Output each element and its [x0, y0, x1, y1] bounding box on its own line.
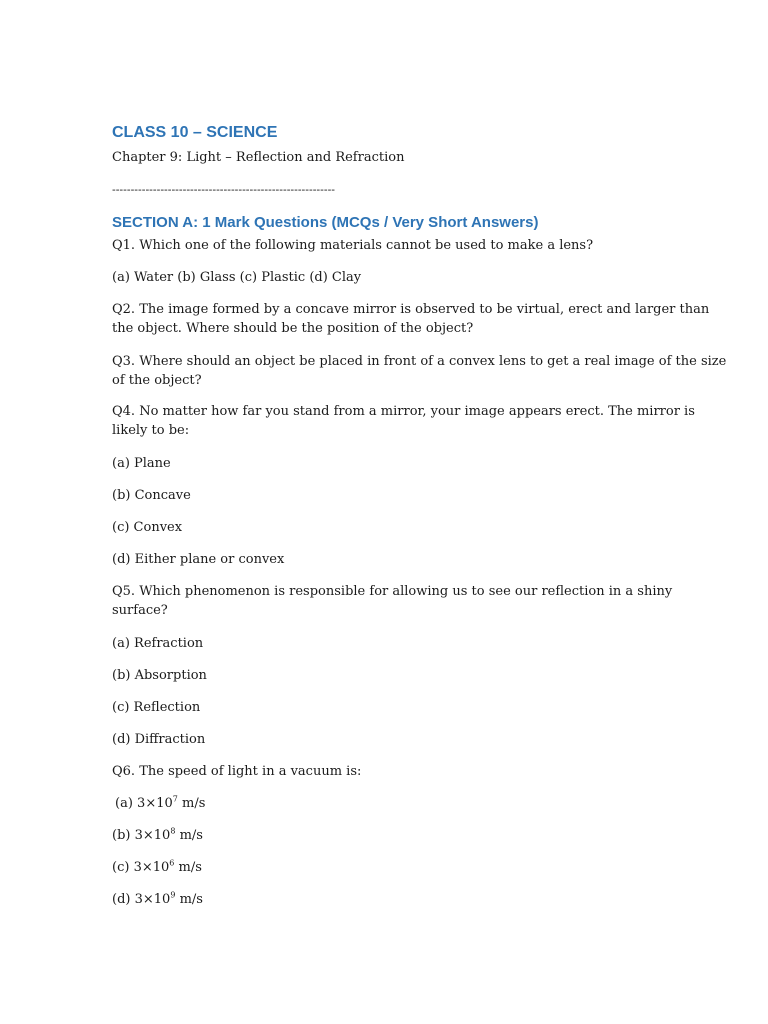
- question-6-option-c: [112, 858, 202, 877]
- question-5-option-b: (b) Absorption: [112, 668, 207, 683]
- question-1-options: (a) Water (b) Glass (c) Plastic (d) Clay: [112, 270, 362, 285]
- question-3-line-1: Q3. Where should an object be placed in front of a convex lens to get a real image of the size: [112, 354, 727, 369]
- option-base: 3×10: [133, 860, 170, 875]
- divider-line: ------------------------------------------------------------: [112, 183, 336, 196]
- question-4-option-a: (a) Plane: [112, 456, 171, 471]
- question-6-option-d: [112, 890, 203, 909]
- option-unit: m/s: [178, 860, 202, 875]
- option-label: (a): [115, 796, 133, 811]
- question-5-line-2: surface?: [112, 603, 168, 618]
- question-5-option-c: (c) Reflection: [112, 700, 201, 715]
- option-unit: m/s: [182, 796, 206, 811]
- question-6: Q6. The speed of light in a vacuum is:: [112, 764, 362, 779]
- question-1: Q1. Which one of the following materials cannot be used to make a lens?: [112, 238, 594, 253]
- chapter-subtitle: Chapter 9: Light – Reflection and Refraction: [112, 150, 405, 165]
- document-title: CLASS 10 – SCIENCE: [112, 124, 278, 141]
- option-base: 3×10: [137, 796, 173, 811]
- question-3-line-2: of the object?: [112, 373, 202, 388]
- option-unit: m/s: [179, 828, 203, 843]
- question-6-option-b: [112, 826, 203, 845]
- option-base: 3×10: [134, 892, 171, 907]
- question-4-line-1: Q4. No matter how far you stand from a mirror, your image appears erect. The mirror is: [112, 404, 695, 419]
- question-5-option-a: (a) Refraction: [112, 636, 204, 651]
- section-a-heading: SECTION A: 1 Mark Questions (MCQs / Very Short Answers): [112, 214, 539, 231]
- option-exponent: 7: [172, 794, 178, 804]
- option-exponent: 8: [170, 826, 176, 836]
- question-6-option-a: [115, 794, 205, 813]
- question-5-option-d: (d) Diffraction: [112, 732, 206, 747]
- option-label: (b): [112, 828, 131, 843]
- question-5-line-1: Q5. Which phenomenon is responsible for allowing us to see our reflection in a shiny: [112, 584, 673, 599]
- option-exponent: 9: [170, 890, 176, 900]
- question-2-line-2: the object. Where should be the position of the object?: [112, 321, 474, 336]
- question-4-line-2: likely to be:: [112, 423, 190, 438]
- question-2-line-1: Q2. The image formed by a concave mirror is observed to be virtual, erect and larger than: [112, 302, 710, 317]
- option-unit: m/s: [179, 892, 203, 907]
- question-4-option-b: (b) Concave: [112, 488, 191, 503]
- option-exponent: 6: [169, 858, 175, 868]
- question-4-option-d: (d) Either plane or convex: [112, 552, 285, 567]
- option-label: (c): [112, 860, 130, 875]
- question-4-option-c: (c) Convex: [112, 520, 183, 535]
- option-base: 3×10: [134, 828, 171, 843]
- option-label: (d): [112, 892, 131, 907]
